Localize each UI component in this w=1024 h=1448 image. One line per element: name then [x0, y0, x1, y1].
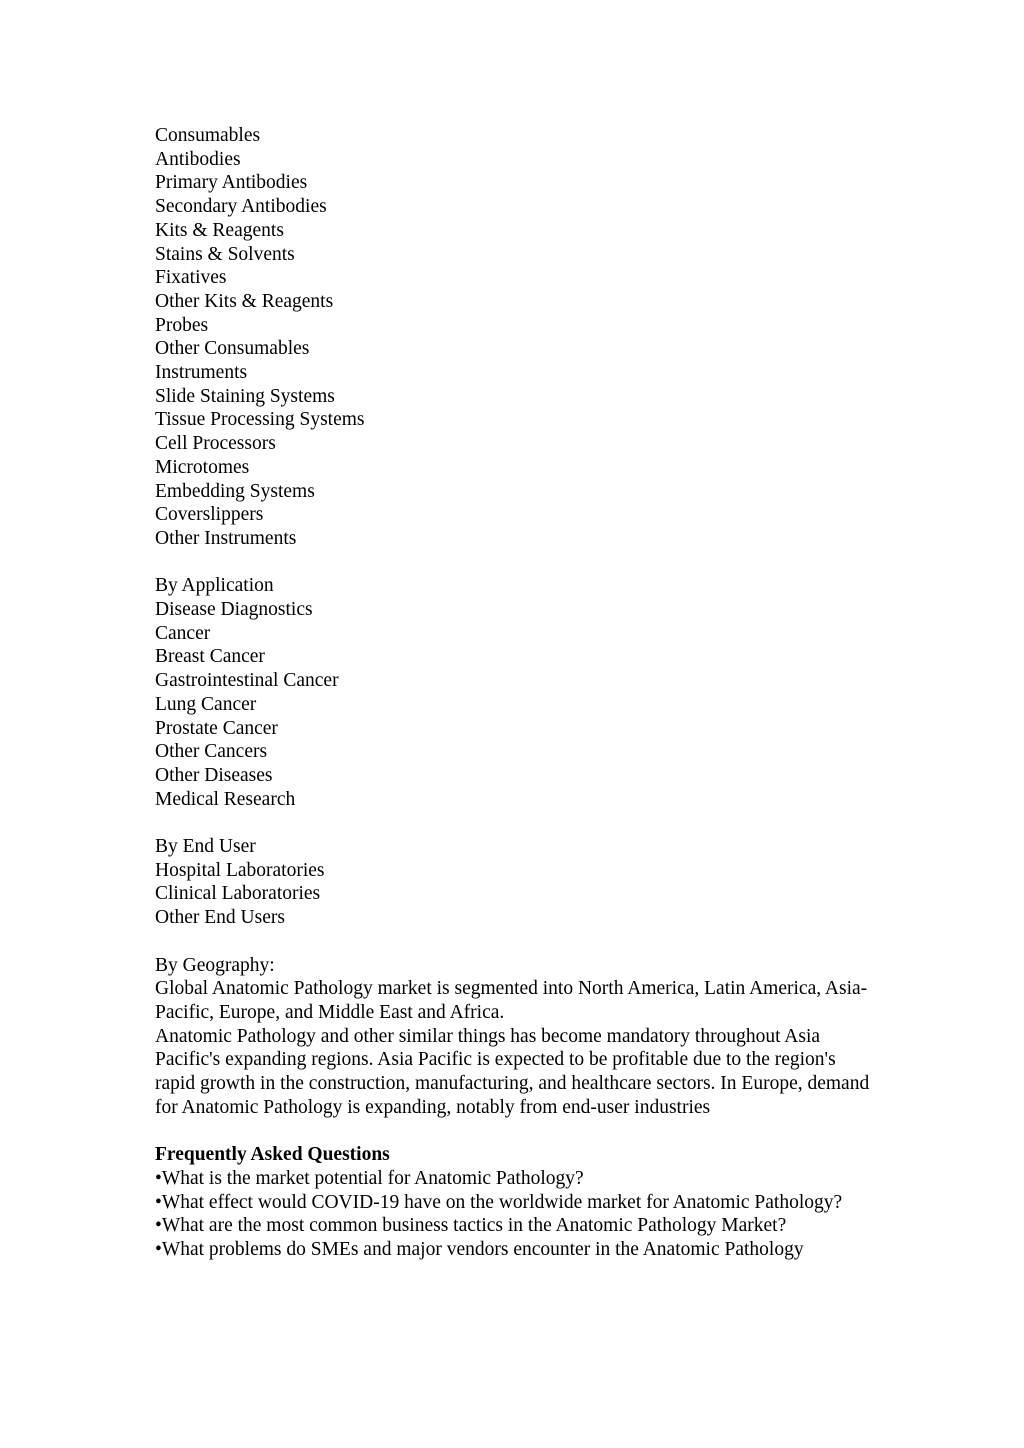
list-item: Other Cancers	[155, 741, 268, 763]
faq-question: •What are the most common business tactics in the Anatomic Pathology Market?	[155, 1215, 787, 1237]
list-item: Cancer	[155, 622, 211, 644]
list-item: Clinical Laboratories	[155, 883, 321, 905]
spacer	[155, 1119, 875, 1143]
faq-question: •What is the market potential for Anatomic Pathology?	[155, 1167, 584, 1189]
geography-section	[155, 954, 875, 1120]
list-item: Other End Users	[155, 907, 285, 929]
document-page	[155, 124, 875, 1262]
list-item: Microtomes	[155, 456, 250, 478]
list-item: Gastrointestinal Cancer	[155, 670, 339, 692]
list-item: Medical Research	[155, 788, 296, 810]
end-user-segment-list	[155, 835, 875, 930]
list-item: Tissue Processing Systems	[155, 409, 365, 431]
geography-paragraph: Anatomic Pathology and other similar things has become mandatory throughout Asia Pacific's expanding regions. Asia Pacific is expected to be profitable due to the region's rapid growth in the construction, manufacturing, and healthcare sectors. In Europe, demand for Anatomic Pathology is expanding, notably from end-user industries	[155, 1025, 870, 1118]
list-item: Coverslippers	[155, 504, 264, 526]
list-item: Hospital Laboratories	[155, 859, 325, 881]
product-segment-list	[155, 124, 875, 551]
list-item: Other Kits & Reagents	[155, 290, 334, 312]
list-item: Secondary Antibodies	[155, 196, 327, 218]
spacer	[155, 811, 875, 835]
list-item: Breast Cancer	[155, 646, 265, 668]
faq-section	[155, 1143, 875, 1262]
list-item: Embedding Systems	[155, 480, 315, 502]
list-item: Instruments	[155, 362, 248, 384]
faq-heading: Frequently Asked Questions	[155, 1144, 390, 1166]
geography-paragraph: Global Anatomic Pathology market is segmented into North America, Latin America, Asia-Pacific, Europe, and Middle East and Africa.	[155, 978, 868, 1023]
list-item: Other Instruments	[155, 527, 297, 549]
list-item: Fixatives	[155, 267, 227, 289]
list-item: Prostate Cancer	[155, 717, 278, 739]
spacer	[155, 551, 875, 575]
list-item: Other Consumables	[155, 338, 310, 360]
application-segment-list	[155, 574, 875, 811]
list-item: Antibodies	[155, 148, 241, 170]
list-item: Other Diseases	[155, 764, 273, 786]
list-item: Disease Diagnostics	[155, 599, 313, 621]
faq-question: •What problems do SMEs and major vendors encounter in the Anatomic Pathology	[155, 1238, 804, 1260]
section-heading-application: By Application	[155, 575, 274, 597]
list-item: Probes	[155, 314, 209, 336]
list-item: Lung Cancer	[155, 693, 257, 715]
list-item: Cell Processors	[155, 433, 276, 455]
spacer	[155, 930, 875, 954]
list-item: Primary Antibodies	[155, 172, 308, 194]
list-item: Consumables	[155, 125, 261, 146]
list-item: Kits & Reagents	[155, 219, 284, 241]
list-item: Slide Staining Systems	[155, 385, 335, 407]
section-heading-end-user: By End User	[155, 836, 256, 858]
faq-question: •What effect would COVID-19 have on the worldwide market for Anatomic Pathology?	[155, 1191, 843, 1213]
list-item: Stains & Solvents	[155, 243, 295, 265]
section-heading-geography: By Geography:	[155, 954, 275, 976]
